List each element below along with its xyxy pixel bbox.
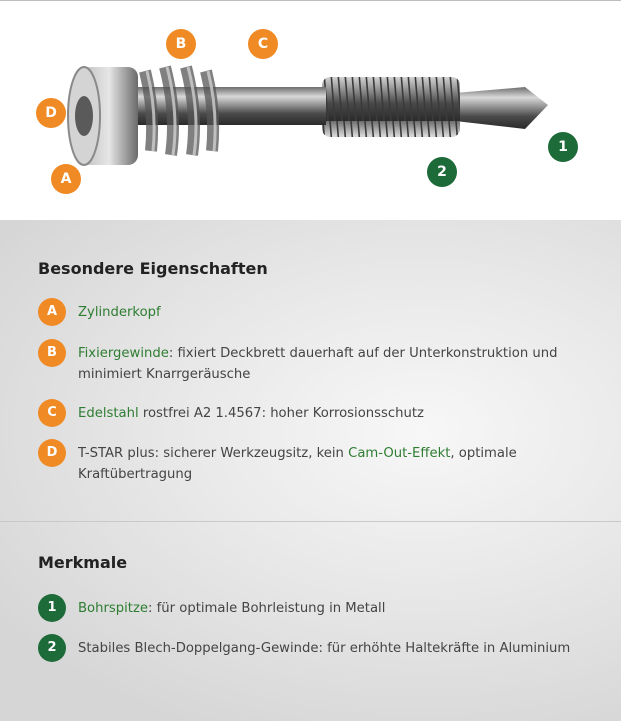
feature-highlight-b[interactable]: Fixiergewinde [78, 346, 169, 361]
callout-c-badge: C [248, 29, 278, 59]
feature-badge-b: B [38, 339, 66, 367]
callout-a-badge: A [51, 164, 81, 194]
feature-text-d: T-STAR plus: sicherer Werkzeugsitz, kein Cam-Out-Effekt, optimale Kraftübertragung [78, 446, 517, 482]
feature-text-c: Edelstahl rostfrei A2 1.4567: hoher Korrosionsschutz [78, 406, 424, 421]
screw-illustration [0, 1, 621, 220]
feature-highlight-d[interactable]: Cam-Out-Effekt [348, 446, 451, 461]
feature-badge-a: A [38, 298, 66, 326]
merkmal-badge-2: 2 [38, 634, 66, 662]
section-divider [0, 521, 621, 522]
merkmal-highlight-1[interactable]: Bohrspitze [78, 601, 149, 616]
sheet-metal-thread [322, 77, 460, 137]
feature-text-b: Fixiergewinde: fixiert Deckbrett dauerhaft auf der Unterkonstruktion und minimiert Knarrgeräusche [78, 346, 558, 382]
screw-image [0, 1, 621, 220]
fixing-thread [135, 67, 225, 155]
merkmal-text-2: Stabiles Blech-Doppelgang-Gewinde: für erhöhte Haltekräfte in Aluminium [78, 641, 571, 656]
shaft [218, 87, 326, 125]
drill-tip [455, 87, 548, 129]
callout-2-badge: 2 [427, 157, 457, 187]
feature-highlight-c[interactable]: Edelstahl [78, 406, 139, 421]
merkmal-badge-1: 1 [38, 594, 66, 622]
feature-badge-c: C [38, 399, 66, 427]
callout-d-badge: D [36, 98, 66, 128]
feature-badge-d: D [38, 439, 66, 467]
callout-b-badge: B [166, 29, 196, 59]
feature-text-a [78, 302, 578, 323]
cylinder-head [68, 67, 138, 165]
callout-1-badge: 1 [548, 132, 578, 162]
features-title: Besondere Eigenschaften [38, 259, 268, 278]
feature-highlight-a[interactable]: Zylinderkopf [78, 305, 161, 320]
merkmal-text-1: Bohrspitze: für optimale Bohrleistung in Metall [78, 601, 386, 616]
merkmale-title: Merkmale [38, 553, 128, 572]
